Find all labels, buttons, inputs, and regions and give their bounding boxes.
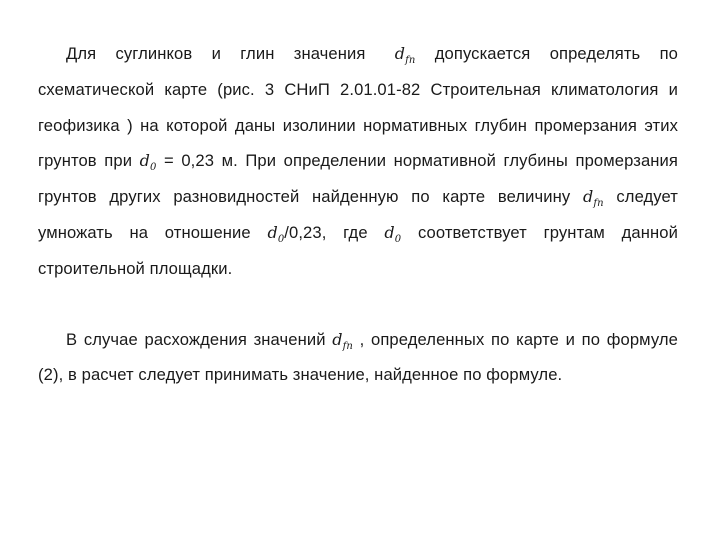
text-segment: соответствует грунтам данной строительной площадки.	[38, 222, 678, 278]
text-segment: , определенных по карте и по формуле (2), в расчет следует принимать значение, найденное по формуле.	[38, 329, 678, 385]
text-segment: следует умножать на отношение	[38, 187, 678, 242]
text-segment: В случае расхождения значений	[66, 329, 333, 349]
symbol-dfn: $d_{fn}$	[394, 44, 416, 67]
text-segment: = 0,23 м. При определении нормативной глубины промерзания грунтов других разновидностей найденную по карте величину	[38, 151, 678, 207]
document-page	[38, 36, 678, 506]
symbol-d0: $d_0$	[267, 222, 285, 246]
paragraph-2	[38, 322, 678, 394]
symbol-d0: $d_0$	[384, 222, 402, 246]
paragraph-1	[38, 36, 678, 287]
text-segment: /0,23, где	[284, 222, 385, 242]
text-segment: Для суглинков и глин значения	[66, 44, 385, 63]
text-segment: допускается определять по схематической карте (рис. 3 СНиП 2.01.01-82 Строительная климатология и геофизика ) на которой даны изолинии нормативных глубин промерзания этих грунтов при	[38, 44, 678, 171]
symbol-dfn: $d_{fn}$	[583, 187, 604, 210]
symbol-dfn: $d_{fn}$	[332, 329, 353, 352]
symbol-d0: $d_0$	[139, 151, 157, 174]
